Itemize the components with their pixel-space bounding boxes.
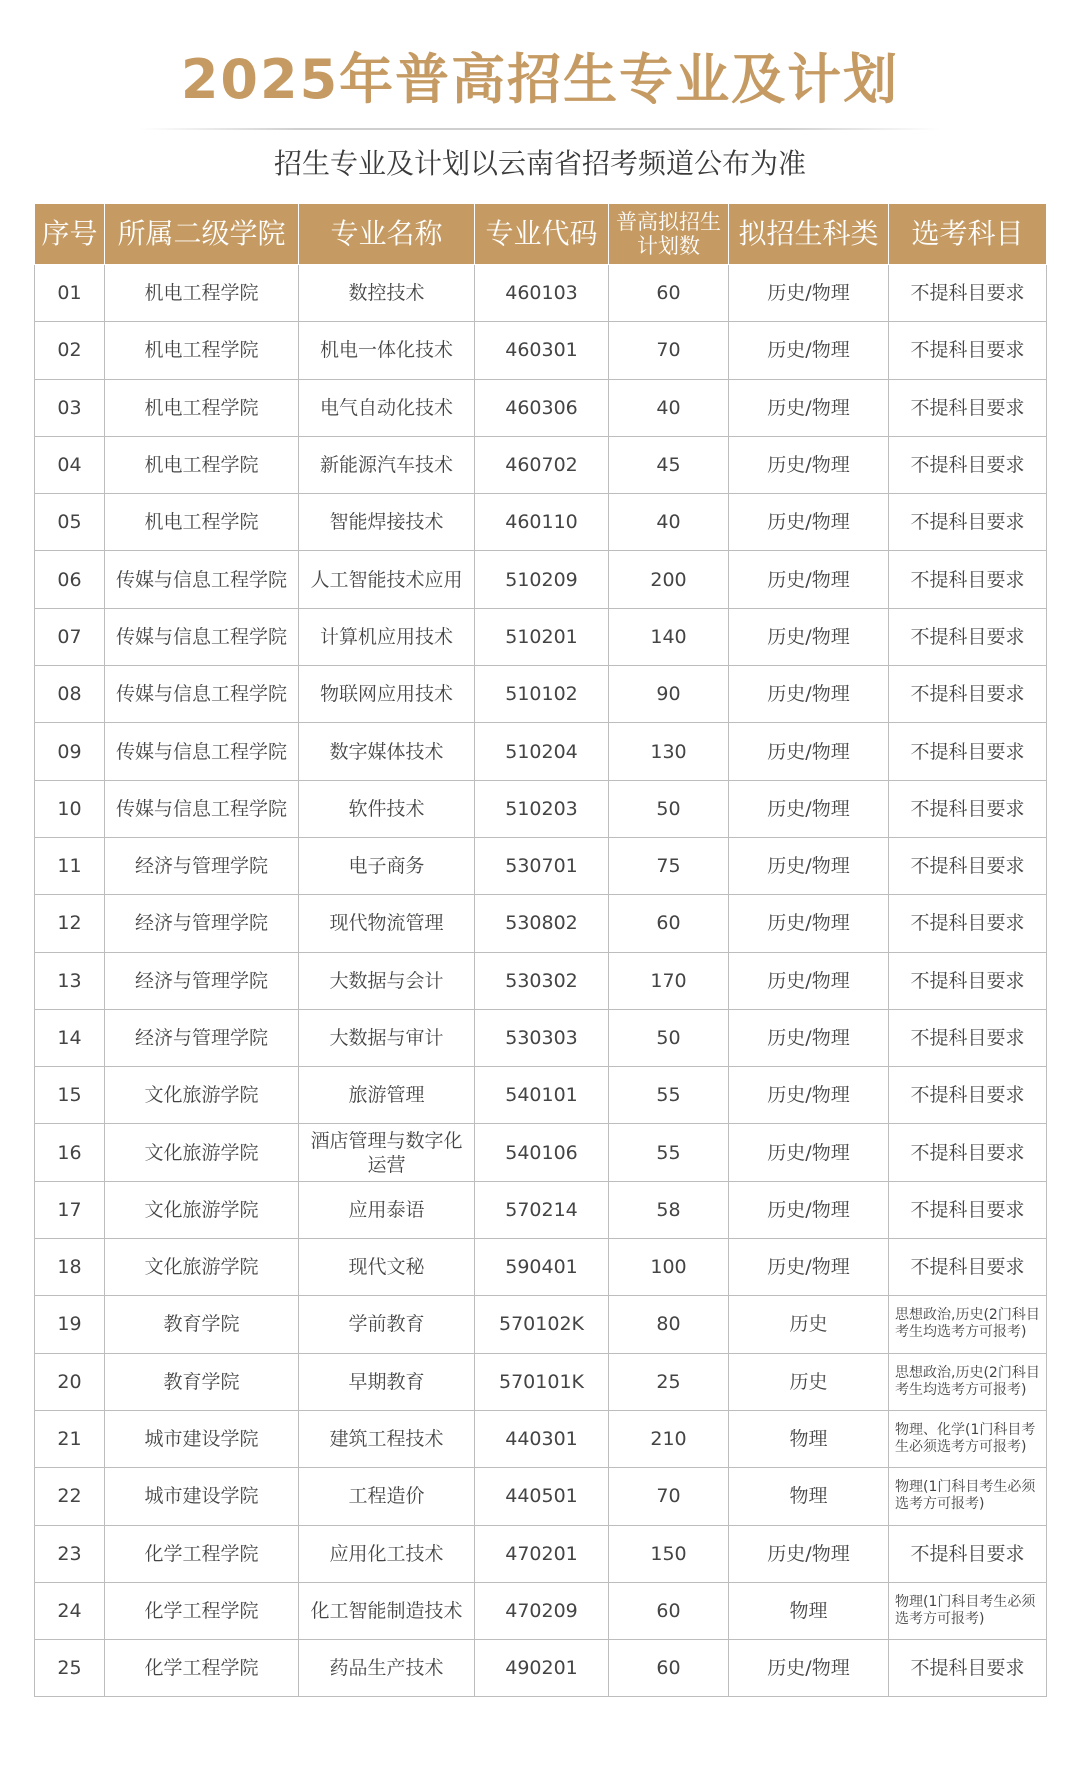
table-row [35,494,1047,551]
cell-college: 文化旅游学院 [105,1067,299,1124]
table-header-row [35,204,1047,265]
table-row [35,666,1047,723]
cell-code: 460306 [475,379,609,436]
cell-index: 15 [35,1067,105,1124]
cell-category: 历史/物理 [729,666,889,723]
cell-category: 历史/物理 [729,1640,889,1697]
cell-plan-count: 60 [609,1640,729,1697]
cell-college: 文化旅游学院 [105,1124,299,1181]
cell-code: 510204 [475,723,609,780]
cell-code: 460103 [475,265,609,322]
cell-index: 24 [35,1582,105,1639]
cell-index: 06 [35,551,105,608]
cell-plan-count: 210 [609,1410,729,1467]
cell-category: 历史/物理 [729,265,889,322]
cell-college: 化学工程学院 [105,1640,299,1697]
cell-subjects: 不提科目要求 [889,895,1047,952]
cell-subjects: 不提科目要求 [889,723,1047,780]
cell-major: 机电一体化技术 [299,322,475,379]
cell-code: 510201 [475,608,609,665]
cell-category: 历史/物理 [729,1009,889,1066]
cell-subjects: 不提科目要求 [889,1067,1047,1124]
cell-index: 05 [35,494,105,551]
table-row [35,1009,1047,1066]
cell-index: 21 [35,1410,105,1467]
cell-plan-count: 40 [609,494,729,551]
header-major: 专业名称 [299,204,475,265]
cell-category: 历史/物理 [729,837,889,894]
cell-subjects: 不提科目要求 [889,551,1047,608]
cell-subjects: 思想政治,历史(2门科目考生均选考方可报考) [889,1296,1047,1353]
cell-plan-count: 55 [609,1124,729,1181]
cell-code: 510102 [475,666,609,723]
cell-college: 教育学院 [105,1296,299,1353]
cell-college: 教育学院 [105,1353,299,1410]
cell-index: 04 [35,436,105,493]
cell-code: 540101 [475,1067,609,1124]
cell-major: 软件技术 [299,780,475,837]
cell-index: 07 [35,608,105,665]
cell-subjects: 不提科目要求 [889,837,1047,894]
cell-plan-count: 40 [609,379,729,436]
cell-code: 440501 [475,1468,609,1525]
cell-plan-count: 90 [609,666,729,723]
header-code: 专业代码 [475,204,609,265]
cell-code: 530802 [475,895,609,952]
header-college: 所属二级学院 [105,204,299,265]
cell-subjects: 不提科目要求 [889,494,1047,551]
cell-index: 14 [35,1009,105,1066]
table-row [35,723,1047,780]
header-index: 序号 [35,204,105,265]
cell-code: 460702 [475,436,609,493]
cell-index: 23 [35,1525,105,1582]
cell-plan-count: 60 [609,1582,729,1639]
cell-major: 电子商务 [299,837,475,894]
cell-category: 历史/物理 [729,1124,889,1181]
cell-category: 历史/物理 [729,895,889,952]
cell-category: 历史/物理 [729,494,889,551]
cell-category: 历史 [729,1296,889,1353]
cell-college: 化学工程学院 [105,1525,299,1582]
cell-plan-count: 100 [609,1239,729,1296]
cell-plan-count: 55 [609,1067,729,1124]
cell-major: 学前教育 [299,1296,475,1353]
cell-code: 530302 [475,952,609,1009]
cell-major: 药品生产技术 [299,1640,475,1697]
cell-major: 化工智能制造技术 [299,1582,475,1639]
cell-category: 物理 [729,1468,889,1525]
cell-subjects: 不提科目要求 [889,1181,1047,1238]
cell-major: 智能焊接技术 [299,494,475,551]
cell-category: 历史/物理 [729,1181,889,1238]
cell-college: 机电工程学院 [105,322,299,379]
table-row [35,322,1047,379]
cell-major: 电气自动化技术 [299,379,475,436]
cell-college: 化学工程学院 [105,1582,299,1639]
header-subjects: 选考科目 [889,204,1047,265]
cell-major: 人工智能技术应用 [299,551,475,608]
header-plan-count: 普高拟招生计划数 [609,204,729,265]
cell-plan-count: 150 [609,1525,729,1582]
cell-major: 应用泰语 [299,1181,475,1238]
cell-plan-count: 200 [609,551,729,608]
cell-subjects: 不提科目要求 [889,1239,1047,1296]
cell-index: 12 [35,895,105,952]
cell-category: 历史/物理 [729,723,889,780]
cell-index: 08 [35,666,105,723]
cell-subjects: 不提科目要求 [889,780,1047,837]
cell-major: 大数据与审计 [299,1009,475,1066]
cell-plan-count: 50 [609,1009,729,1066]
cell-plan-count: 25 [609,1353,729,1410]
cell-major: 数字媒体技术 [299,723,475,780]
table-row [35,780,1047,837]
header-category: 拟招生科类 [729,204,889,265]
cell-college: 传媒与信息工程学院 [105,780,299,837]
cell-plan-count: 60 [609,265,729,322]
cell-college: 传媒与信息工程学院 [105,666,299,723]
table-row [35,1582,1047,1639]
cell-index: 02 [35,322,105,379]
cell-index: 18 [35,1239,105,1296]
table-row [35,952,1047,1009]
cell-college: 经济与管理学院 [105,952,299,1009]
cell-code: 470201 [475,1525,609,1582]
table-row [35,895,1047,952]
cell-category: 历史/物理 [729,780,889,837]
cell-subjects: 不提科目要求 [889,1640,1047,1697]
cell-plan-count: 80 [609,1296,729,1353]
cell-index: 11 [35,837,105,894]
cell-major: 早期教育 [299,1353,475,1410]
cell-subjects: 物理(1门科目考生必须选考方可报考) [889,1582,1047,1639]
cell-plan-count: 60 [609,895,729,952]
page-subtitle: 招生专业及计划以云南省招考频道公布为准 [273,147,806,180]
cell-code: 460301 [475,322,609,379]
cell-category: 历史/物理 [729,952,889,1009]
table-row [35,1181,1047,1238]
cell-index: 19 [35,1296,105,1353]
cell-category: 历史/物理 [729,322,889,379]
cell-subjects: 不提科目要求 [889,322,1047,379]
cell-category: 物理 [729,1582,889,1639]
cell-category: 历史/物理 [729,379,889,436]
cell-college: 机电工程学院 [105,265,299,322]
cell-index: 16 [35,1124,105,1181]
cell-major: 计算机应用技术 [299,608,475,665]
cell-code: 570102K [475,1296,609,1353]
cell-category: 历史/物理 [729,1239,889,1296]
table-row [35,1640,1047,1697]
cell-major: 工程造价 [299,1468,475,1525]
cell-category: 历史/物理 [729,436,889,493]
cell-index: 10 [35,780,105,837]
cell-subjects: 不提科目要求 [889,436,1047,493]
cell-subjects: 不提科目要求 [889,1525,1047,1582]
cell-plan-count: 45 [609,436,729,493]
cell-plan-count: 140 [609,608,729,665]
cell-code: 510209 [475,551,609,608]
cell-subjects: 不提科目要求 [889,608,1047,665]
cell-code: 530701 [475,837,609,894]
table-row [35,1410,1047,1467]
cell-college: 机电工程学院 [105,379,299,436]
cell-index: 20 [35,1353,105,1410]
cell-code: 460110 [475,494,609,551]
cell-subjects: 物理、化学(1门科目考生必须选考方可报考) [889,1410,1047,1467]
cell-major: 新能源汽车技术 [299,436,475,493]
cell-major: 建筑工程技术 [299,1410,475,1467]
cell-category: 历史/物理 [729,551,889,608]
cell-college: 机电工程学院 [105,436,299,493]
cell-index: 17 [35,1181,105,1238]
cell-major: 酒店管理与数字化运营 [299,1124,475,1181]
cell-subjects: 物理(1门科目考生必须选考方可报考) [889,1468,1047,1525]
enrollment-plan-table [34,203,1047,1697]
cell-index: 09 [35,723,105,780]
cell-index: 22 [35,1468,105,1525]
cell-subjects: 不提科目要求 [889,1124,1047,1181]
table-row [35,837,1047,894]
table-row [35,436,1047,493]
cell-code: 540106 [475,1124,609,1181]
cell-college: 城市建设学院 [105,1410,299,1467]
cell-code: 530303 [475,1009,609,1066]
cell-category: 历史/物理 [729,608,889,665]
cell-code: 570214 [475,1181,609,1238]
cell-index: 01 [35,265,105,322]
cell-plan-count: 130 [609,723,729,780]
cell-college: 经济与管理学院 [105,837,299,894]
cell-index: 03 [35,379,105,436]
cell-plan-count: 75 [609,837,729,894]
table-body [35,265,1047,1697]
table-row [35,1353,1047,1410]
table-row [35,1296,1047,1353]
cell-category: 物理 [729,1410,889,1467]
cell-index: 13 [35,952,105,1009]
cell-plan-count: 70 [609,1468,729,1525]
cell-college: 城市建设学院 [105,1468,299,1525]
table-row [35,379,1047,436]
page-title: 2025年普高招生专业及计划 [180,48,900,111]
cell-plan-count: 70 [609,322,729,379]
cell-category: 历史 [729,1353,889,1410]
cell-category: 历史/物理 [729,1525,889,1582]
cell-plan-count: 50 [609,780,729,837]
table-row [35,608,1047,665]
cell-index: 25 [35,1640,105,1697]
cell-code: 490201 [475,1640,609,1697]
cell-major: 物联网应用技术 [299,666,475,723]
cell-major: 应用化工技术 [299,1525,475,1582]
cell-major: 旅游管理 [299,1067,475,1124]
cell-college: 传媒与信息工程学院 [105,608,299,665]
cell-subjects: 不提科目要求 [889,1009,1047,1066]
table-row [35,1239,1047,1296]
cell-major: 现代物流管理 [299,895,475,952]
table-row [35,265,1047,322]
cell-major: 大数据与会计 [299,952,475,1009]
cell-subjects: 思想政治,历史(2门科目考生均选考方可报考) [889,1353,1047,1410]
cell-code: 470209 [475,1582,609,1639]
cell-college: 机电工程学院 [105,494,299,551]
table-row [35,1468,1047,1525]
table-row [35,1067,1047,1124]
cell-subjects: 不提科目要求 [889,265,1047,322]
cell-code: 590401 [475,1239,609,1296]
cell-college: 传媒与信息工程学院 [105,723,299,780]
cell-category: 历史/物理 [729,1067,889,1124]
cell-plan-count: 170 [609,952,729,1009]
cell-college: 传媒与信息工程学院 [105,551,299,608]
cell-college: 经济与管理学院 [105,1009,299,1066]
cell-college: 文化旅游学院 [105,1181,299,1238]
table-row [35,551,1047,608]
table-row [35,1124,1047,1181]
cell-plan-count: 58 [609,1181,729,1238]
cell-code: 440301 [475,1410,609,1467]
cell-college: 经济与管理学院 [105,895,299,952]
cell-subjects: 不提科目要求 [889,666,1047,723]
table-row [35,1525,1047,1582]
cell-subjects: 不提科目要求 [889,952,1047,1009]
cell-code: 510203 [475,780,609,837]
cell-subjects: 不提科目要求 [889,379,1047,436]
title-divider [140,128,940,130]
cell-code: 570101K [475,1353,609,1410]
cell-major: 现代文秘 [299,1239,475,1296]
cell-college: 文化旅游学院 [105,1239,299,1296]
cell-major: 数控技术 [299,265,475,322]
